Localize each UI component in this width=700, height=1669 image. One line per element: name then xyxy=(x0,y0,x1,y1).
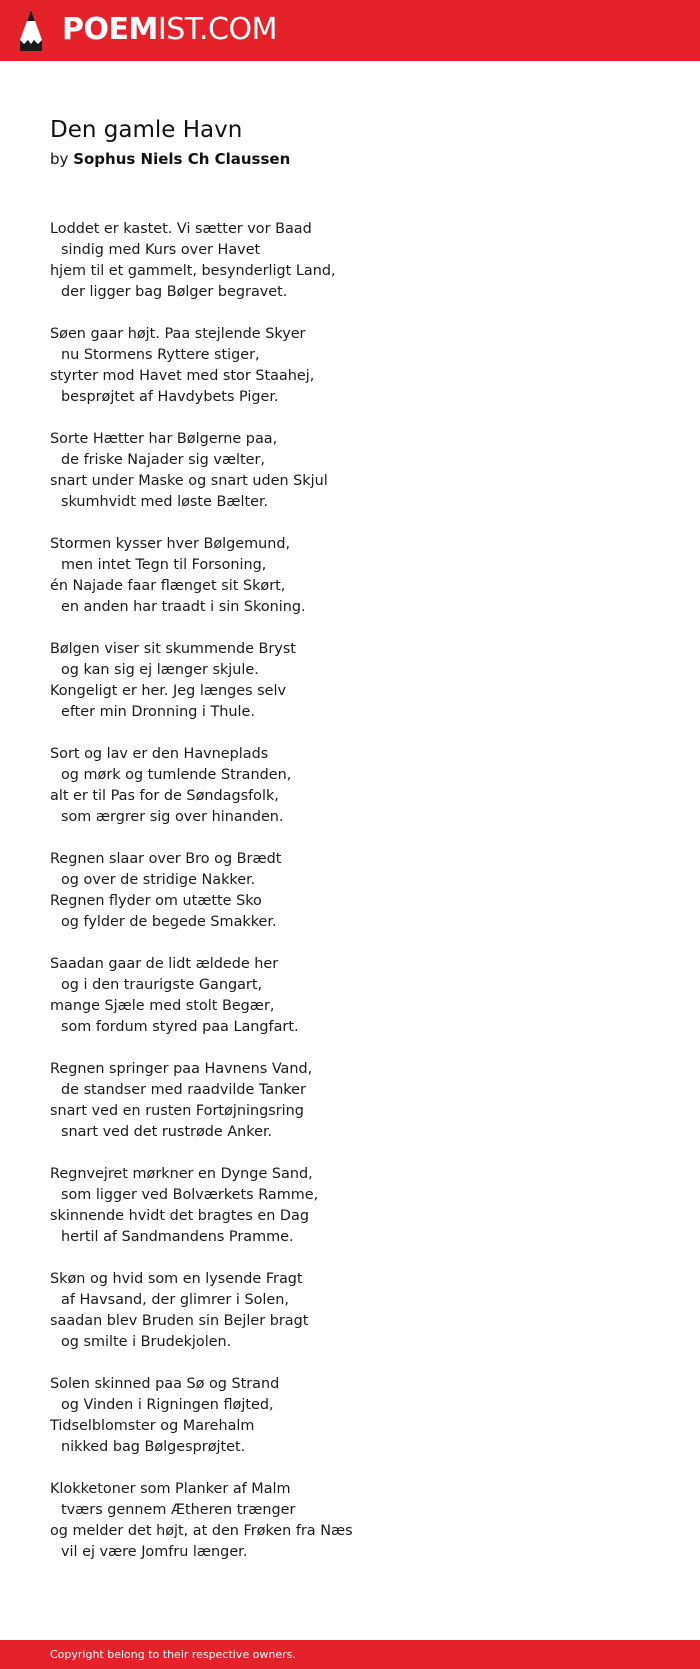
logo-text-light: IST.COM xyxy=(157,12,277,47)
poem-line: saadan blev Bruden sin Bejler bragt xyxy=(50,1313,309,1329)
poem-line: skinnende hvidt det bragtes en Dag xyxy=(50,1208,309,1224)
poem-line: Kongeligt er her. Jeg længes selv xyxy=(50,683,287,699)
poem-line: Bølgen viser sit skummende Bryst xyxy=(50,641,296,657)
poem-line: vil ej være Jomfru længer. xyxy=(61,1544,248,1560)
poem-line: Solen skinned paa Sø og Strand xyxy=(50,1376,280,1392)
poem-stanza xyxy=(50,744,353,828)
poem-line: af Havsand, der glimrer i Solen, xyxy=(61,1292,289,1308)
poem-line: Regnen slaar over Bro og Brædt xyxy=(50,851,282,867)
poem-line: og Vinden i Rigningen fløjted, xyxy=(61,1397,274,1413)
author-name[interactable]: Sophus Niels Ch Claussen xyxy=(73,150,291,168)
poem-line: hjem til et gammelt, besynderligt Land, xyxy=(50,263,336,279)
poem-line: de standser med raadvilde Tanker xyxy=(61,1082,306,1098)
poem-line: snart ved det rustrøde Anker. xyxy=(61,1124,273,1140)
poem-line: Stormen kysser hver Bølgemund, xyxy=(50,536,291,552)
poem-stanza xyxy=(50,1479,353,1563)
poem-line: Loddet er kastet. Vi sætter vor Baad xyxy=(50,221,312,237)
poem-line: mange Sjæle med stolt Begær, xyxy=(50,998,275,1014)
poem-line: én Najade faar flænget sit Skørt, xyxy=(50,578,286,594)
poem-body xyxy=(50,219,353,1584)
poem-line: Klokketoner som Planker af Malm xyxy=(50,1481,291,1497)
poem-stanza xyxy=(50,849,353,933)
poem-line: der ligger bag Bølger begravet. xyxy=(61,284,288,300)
poem-line: Tidselblomster og Marehalm xyxy=(50,1418,255,1434)
poem-stanza xyxy=(50,639,353,723)
site-header xyxy=(0,0,700,61)
poem-line: og i den traurigste Gangart, xyxy=(61,977,263,993)
poem-stanza xyxy=(50,1164,353,1248)
poem-line: Søen gaar højt. Paa stejlende Skyer xyxy=(50,326,306,342)
poem-line: og over de stridige Nakker. xyxy=(61,872,256,888)
poem-line: alt er til Pas for de Søndagsfolk, xyxy=(50,788,279,804)
poem-line: skumhvidt med løste Bælter. xyxy=(61,494,269,510)
poem-stanza xyxy=(50,534,353,618)
poem-line: en anden har traadt i sin Skoning. xyxy=(61,599,306,615)
by-label: by xyxy=(50,150,69,168)
poem-line: de friske Najader sig vælter, xyxy=(61,452,266,468)
poem-line: og mørk og tumlende Stranden, xyxy=(61,767,292,783)
poem-line: Sort og lav er den Havneplads xyxy=(50,746,269,762)
poem-stanza xyxy=(50,954,353,1038)
site-footer xyxy=(0,1640,700,1669)
poem-line: nikked bag Bølgesprøjtet. xyxy=(61,1439,246,1455)
poem-line: tværs gennem Ætheren trænger xyxy=(61,1502,296,1518)
poem-line: nu Stormens Ryttere stiger, xyxy=(61,347,260,363)
poem-line: efter min Dronning i Thule. xyxy=(61,704,255,720)
poem-line: som ligger ved Bolværkets Ramme, xyxy=(61,1187,319,1203)
poem-stanza xyxy=(50,1374,353,1458)
poem-line: og fylder de begede Smakker. xyxy=(61,914,277,930)
poem-line: men intet Tegn til Forsoning, xyxy=(61,557,267,573)
poem-line: hertil af Sandmandens Pramme. xyxy=(61,1229,294,1245)
logo-text-bold: POEM xyxy=(62,12,158,47)
site-logo[interactable] xyxy=(62,12,277,48)
poem-line: Regnvejret mørkner en Dynge Sand, xyxy=(50,1166,313,1182)
poem-line: som ærgrer sig over hinanden. xyxy=(61,809,284,825)
poem-line: Sorte Hætter har Bølgerne paa, xyxy=(50,431,278,447)
copyright-notice: Copyright belong to their respective owners. xyxy=(50,1648,296,1661)
poem-stanza xyxy=(50,429,353,513)
poem-line: snart under Maske og snart uden Skjul xyxy=(50,473,328,489)
poem-stanza xyxy=(50,1269,353,1353)
poem-stanza xyxy=(50,1059,353,1143)
poem-line: og melder det højt, at den Frøken fra Næs xyxy=(50,1523,353,1539)
poem-line: Regnen flyder om utætte Sko xyxy=(50,893,262,909)
poem-title: Den gamle Havn xyxy=(50,117,243,143)
poem-line: og smilte i Brudekjolen. xyxy=(61,1334,232,1350)
pencil-tip-icon[interactable] xyxy=(19,10,43,52)
poem-line: Saadan gaar de lidt ældede her xyxy=(50,956,279,972)
poem-line: sindig med Kurs over Havet xyxy=(61,242,261,258)
poem-line: Skøn og hvid som en lysende Fragt xyxy=(50,1271,303,1287)
poem-line: Regnen springer paa Havnens Vand, xyxy=(50,1061,313,1077)
poem-line: som fordum styred paa Langfart. xyxy=(61,1019,299,1035)
poem-line: og kan sig ej længer skjule. xyxy=(61,662,259,678)
byline xyxy=(50,149,290,169)
poem-stanza xyxy=(50,324,353,408)
poem-line: snart ved en rusten Fortøjningsring xyxy=(50,1103,304,1119)
poem-stanza xyxy=(50,219,353,303)
poem-line: styrter mod Havet med stor Staahej, xyxy=(50,368,315,384)
poem-line: besprøjtet af Havdybets Piger. xyxy=(61,389,279,405)
